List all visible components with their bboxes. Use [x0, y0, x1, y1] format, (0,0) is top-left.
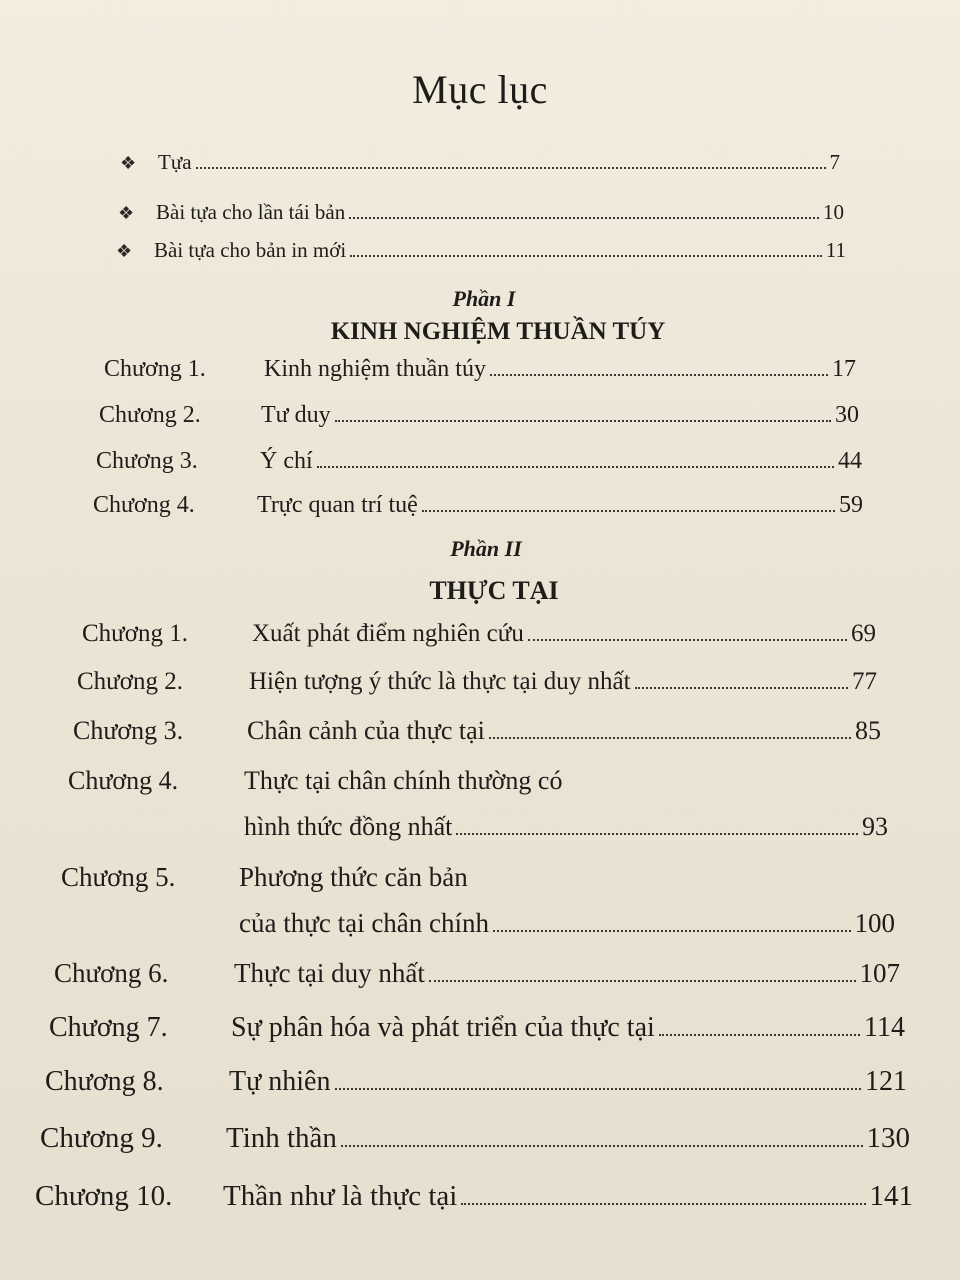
chapter-number: Chương 5. [61, 862, 176, 892]
chapter-page: 30 [835, 402, 859, 428]
chapter-page: 100 [854, 908, 895, 938]
entry-title: Bài tựa cho bản in mới [154, 238, 347, 262]
chapter-page: 141 [869, 1180, 913, 1212]
chapter-number: Chương 4. [68, 766, 179, 795]
chapter-number: Chương 4. [93, 492, 195, 518]
chapter-number: Chương 2. [77, 668, 183, 695]
chapter-page: 44 [838, 448, 862, 474]
toc-chapter-row [99, 402, 859, 429]
dot-leader [490, 373, 828, 376]
dot-leader [349, 216, 819, 219]
part-title: KINH NGHIỆM THUẦN TÚY [330, 318, 666, 345]
dot-leader [335, 419, 831, 422]
dot-leader [422, 509, 835, 512]
toc-chapter-row [45, 1066, 907, 1098]
part-number: Phần I [452, 286, 516, 311]
chapter-page: 17 [832, 356, 856, 382]
chapter-number: Chương 9. [40, 1122, 163, 1154]
chapter-title: Kinh nghiệm thuần túy [264, 356, 486, 382]
dot-leader [635, 686, 848, 689]
chapter-title: Trực quan trí tuệ [257, 492, 418, 518]
chapter-title: Chân cảnh của thực tại [247, 716, 485, 745]
toc-entry-reprint-preface [118, 200, 844, 225]
chapter-title: Tư duy [261, 402, 331, 428]
chapter-title: Xuất phát điểm nghiên cứu [252, 620, 524, 647]
chapter-title: Thần như là thực tại [223, 1180, 458, 1212]
chapter-title: Sự phân hóa và phát triển của thực tại [231, 1012, 655, 1043]
toc-chapter-row [93, 492, 863, 519]
dot-leader [489, 736, 851, 739]
page-title: Mục lục [412, 67, 548, 112]
dot-leader [341, 1144, 863, 1147]
chapter-title-continued: hình thức đồng nhất [244, 812, 453, 841]
chapter-title: Tinh thần [226, 1122, 337, 1154]
dot-leader [659, 1033, 860, 1036]
dot-leader [335, 1087, 862, 1090]
chapter-page: 114 [864, 1012, 905, 1043]
chapter-number: Chương 2. [99, 402, 201, 428]
chapter-page: 121 [865, 1066, 907, 1097]
toc-chapter-row [54, 958, 900, 989]
dot-leader [528, 638, 847, 641]
diamond-bullet-icon: ❖ [116, 241, 133, 261]
chapter-number: Chương 3. [96, 448, 198, 474]
chapter-number: Chương 10. [35, 1180, 173, 1212]
dot-leader [317, 465, 834, 468]
toc-chapter-row [35, 1180, 913, 1213]
toc-entry-new-edition-preface [116, 238, 846, 263]
chapter-title-continued: của thực tại chân chính [239, 908, 490, 938]
entry-title: Tựa [158, 150, 192, 174]
chapter-title: Hiện tượng ý thức là thực tại duy nhất [249, 668, 631, 695]
toc-chapter-row [82, 620, 876, 648]
dot-leader [461, 1202, 865, 1205]
toc-entry-preface [120, 150, 840, 175]
toc-chapter-row-continuation [244, 812, 888, 842]
toc-chapter-row [104, 356, 856, 383]
toc-chapter-row [49, 1012, 905, 1044]
entry-title: Bài tựa cho lần tái bản [156, 200, 346, 224]
toc-chapter-row-continuation [239, 908, 895, 939]
entry-page: 7 [829, 150, 840, 174]
diamond-bullet-icon: ❖ [118, 203, 135, 223]
toc-chapter-row [40, 1122, 910, 1155]
entry-page: 11 [825, 238, 846, 262]
toc-chapter-row [77, 668, 877, 696]
entry-page: 10 [823, 200, 844, 224]
chapter-title: Phương thức căn bản [239, 862, 468, 892]
toc-chapter-row [68, 766, 888, 796]
part-title: THỰC TẠI [429, 576, 559, 605]
chapter-page: 130 [866, 1122, 910, 1154]
dot-leader [196, 166, 826, 169]
chapter-title: Thực tại duy nhất [234, 958, 425, 988]
chapter-page: 59 [839, 492, 863, 518]
chapter-title: Ý chí [260, 448, 313, 474]
diamond-bullet-icon: ❖ [120, 153, 137, 173]
chapter-page: 85 [855, 716, 881, 745]
toc-chapter-row [73, 716, 881, 746]
chapter-number: Chương 1. [104, 356, 206, 382]
toc-chapter-row [96, 448, 862, 475]
toc-chapter-row [61, 862, 895, 893]
dot-leader [456, 832, 858, 835]
chapter-number: Chương 3. [73, 716, 184, 745]
chapter-page: 107 [859, 958, 900, 988]
chapter-number: Chương 6. [54, 958, 169, 988]
chapter-title: Tự nhiên [229, 1066, 331, 1097]
chapter-number: Chương 7. [49, 1012, 168, 1043]
dot-leader [350, 254, 822, 257]
dot-leader [429, 979, 856, 982]
chapter-page: 69 [851, 620, 876, 647]
chapter-number: Chương 1. [82, 620, 188, 647]
chapter-title: Thực tại chân chính thường có [244, 766, 563, 795]
part-number: Phần II [450, 536, 522, 561]
chapter-page: 93 [862, 812, 888, 841]
chapter-page: 77 [852, 668, 877, 695]
chapter-number: Chương 8. [45, 1066, 164, 1097]
dot-leader [493, 929, 850, 932]
